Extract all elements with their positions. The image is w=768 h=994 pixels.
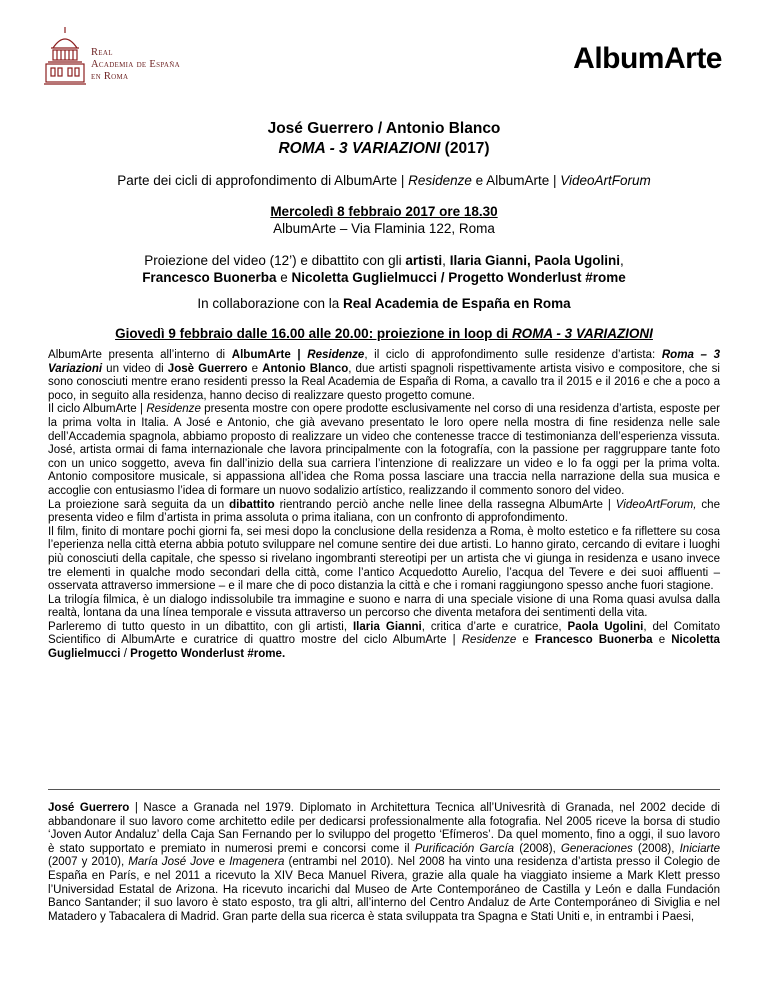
title-artists: José Guerrero / Antonio Blanco — [267, 120, 501, 137]
projection-prefix: Proiezione del video (12’) e dibattito con gli — [144, 253, 406, 268]
p6-text: Parleremo di tutto questo in un dibattito, con gli artisti, — [48, 620, 353, 633]
p1-bold: AlbumArte | — [231, 349, 308, 361]
cycle-subtitle — [0, 173, 768, 188]
p6-text: e — [652, 634, 672, 647]
loop-prefix: Giovedì 9 febbraio dalle 16.00 alle 20.00: proiezione in loop di — [115, 326, 512, 341]
academy-building-icon — [44, 26, 86, 88]
p3-videoartforum: VideoArtForum, — [615, 498, 697, 511]
body-paragraph-2 — [48, 403, 720, 498]
p2-residenze: Residenze — [146, 403, 201, 416]
p3-text: La proiezione sarà seguita da un — [48, 498, 230, 511]
bio-text: (2008), — [632, 842, 680, 855]
bio-paragraph — [48, 802, 720, 924]
rae-line-3: en Roma — [91, 71, 129, 82]
loop-screening — [0, 326, 768, 341]
rae-line-2: Academia de España — [91, 59, 180, 70]
bio-award: Generaciones — [560, 842, 633, 855]
p1-text: un video di — [102, 362, 168, 375]
p2-text: presenta mostre con opere prodotte esclusivamente nel corso di una residenza d’artista, esposte per la prima volta in Italia. A José e Antonio, che già avevano presentato le loro opere nella mostra di fine residenza nelle sale dell’Accademia spagnola, abbiamo proposto di realizzare un video che contenesse tracce di testimonianza dell’esperienza vissuta. José, artista ormai di fama internazionale che lavora principalmente con la fotografía, con la passione per raggruppare tante foto con un unico soggetto, aveva fin dall’inizio della sua carriera l’intenzione di realizzare un video e lo fa oggi per la prima volta. Antonio compositore musicale, si appassiona all’idea che Roma possa lasciare una traccia nella narrazione della sua musica e accoglie con entusiasmo l’idea di formare un nuovo sodalizio artístico, realizzando il commento sonoro del video. — [48, 403, 720, 497]
subtitle-residenze: Residenze — [408, 173, 472, 188]
event-place: AlbumArte – Via Flaminia 122, Roma — [273, 221, 495, 236]
projection-artists: artisti — [405, 253, 443, 268]
loop-title: ROMA - 3 VARIAZIONI — [511, 326, 653, 341]
bio-text: (2007 y 2010), — [48, 856, 129, 869]
bio-text: | Nasce a Granada nel 1979. Diplomato in Architettura Tecnica all’Univesrità di Granada, nel 2002 decide di abbandonare il suo lavoro come architetto edile per dedicarsi professionalmente alla fotografia. Nel 2005 riceve la borsa di studio ‘Joven Autor Andaluz’ della Caja San Fernando per lo sviluppo del progetto ‘Efímeros’. Da quel momento, fino a oggi, il suo lavoro è stato supportato e premiato in numerosi premi e concorsi come il — [48, 802, 720, 855]
bio-award: Iniciarte — [679, 842, 720, 855]
body-paragraph-1 — [48, 349, 720, 403]
p3-text: rientrando perciò anche nelle linee della rassegna AlbumArte | — [274, 498, 616, 511]
projection-guests: Ilaria Gianni, Paola Ugolini — [449, 253, 620, 268]
title-work — [0, 140, 768, 158]
p6-text: , critica d’arte e curatrice, — [421, 620, 568, 633]
bio-award: María José Jove — [128, 856, 215, 869]
p2-text: Il ciclo AlbumArte | — [48, 403, 147, 416]
projection-line-2 — [0, 270, 768, 285]
title-work-name: ROMA - 3 VARIAZIONI — [278, 140, 441, 157]
bio-award: Imagenera — [229, 856, 285, 869]
collaboration-line — [0, 296, 768, 311]
p1-text: , il ciclo di approfondimento sulle residenze d’artista: — [364, 349, 662, 361]
body-paragraph-4: Il film, finito di montare pochi giorni fa, sei mesi dopo la conclusione della residenza a Roma, è molto estetico e fa riflettere su cosa l’eperienza nella città eterna abbia potuto sviluppare nel comune sentire dei due artisti. Lo hanno girato, cercando di evitare i luoghi più conosciuti della capitale, che spesso si rivelano ingombranti stereotipi per un artista che vi giunga in residenza e usano invece tre elementi in qualche modo secondari della città, come l’antico Acquedotto Aurelio, l’acqua del Tevere e dei suoi affluenti – osservata attraverso immersione – e il mare che di poco distanzia la città e che i romani raggiungono spesso anche fuori stagione. — [48, 525, 720, 593]
title-year: (2017) — [440, 140, 490, 157]
p6-text: / — [120, 648, 131, 661]
subtitle-videoartforum: VideoArtForum — [560, 173, 651, 188]
body-text — [48, 349, 720, 662]
p6-gianni: Ilaria Gianni — [352, 620, 422, 633]
bio-text: (entrambi nel 2010). Nel 2008 ha vinto una residenza d’artista presso il Colegio de España en París, e nel 2011 a ricevuto la XIV Beca Manuel Rivera, grazie alla quale ha viaggiato insieme a Mark Klett presso l’Universidad Estatal de Arizona. Ha ricevuto incarichi dal Museo de Arte Contemporáneo de Castilla y León e dalla Fundación Banco Santander; il suo lavoro è stato esposto, tra gli altri, all’interno del Centro Andaluz de Arte Contemporáneo di Siviglia e nel Matadero y Tabacalera di Madrid. Gran parte della sua ricerca è stata sviluppata tra Spagna e Stati Uniti e, in entrambi i Paesi, — [48, 856, 720, 923]
p6-text: , del Comitato Scientifico di AlbumArte e curatrice di quattro mostre del ciclo AlbumArte | — [48, 620, 720, 647]
body-paragraph-5: La trilogía filmica, è un dialogo indissolubile tra immagine e suono e narra di una speciale visione di una Roma quasi avulsa dalla realtà, lontana da una línea temporale e vissuta attraverso un percorso che diventa metafora dei sentimenti della vita. — [48, 593, 720, 620]
p6-buonerba: Francesco Buonerba — [534, 634, 653, 647]
subtitle-prefix: Parte dei cicli di approfondimento di AlbumArte | — [117, 173, 409, 188]
p6-ugolini: Paola Ugolini — [567, 620, 644, 633]
p1-text: e — [247, 362, 263, 375]
bio-text: e — [214, 856, 230, 869]
real-academia-wordmark — [91, 47, 180, 83]
collab-prefix: In collaborazione con la — [197, 296, 343, 311]
section-divider — [48, 789, 720, 790]
p1-guerrero: Josè Guerrero — [167, 362, 248, 375]
guest-buonerba: Francesco Buonerba — [142, 270, 277, 285]
projection-and: e — [276, 270, 292, 285]
p6-residenze: Residenze — [461, 634, 517, 647]
bio-text: (2008), — [514, 842, 561, 855]
body-paragraph-3 — [48, 499, 720, 526]
p6-wonderlust: Progetto Wonderlust #rome. — [130, 648, 286, 661]
body-paragraph-6 — [48, 621, 720, 662]
p1-blanco: Antonio Blanco — [262, 362, 349, 375]
guest-guglielmucci: Nicoletta Guglielmucci / Progetto Wonderlust #rome — [291, 270, 626, 285]
p1-text: AlbumArte presenta all’interno di — [48, 349, 232, 361]
projection-comma: , — [619, 253, 624, 268]
p1-text: , due artisti spagnoli rispettivamente artista visivo e compositore, che si sono conosciuti mentre erano residenti presso la Real Academia de España di Roma, a cavallo tra il 2015 e il 2016 e che a poco a poco, in seguito alla residenza, hanno deciso di realizzare questo progetto comune. — [48, 362, 720, 402]
p6-guglielmucci: Nicoletta Guglielmucci — [48, 634, 720, 661]
bio-name: José Guerrero — [48, 802, 130, 814]
p1-title: Roma – 3 Variazioni — [48, 349, 721, 375]
guerrero-bio — [48, 802, 720, 924]
albumarte-logo: AlbumArte — [573, 42, 722, 75]
p3-dibattito: dibattito — [229, 498, 275, 511]
rae-line-1: Real — [91, 47, 113, 58]
event-date: Mercoledì 8 febbraio 2017 ore 18.30 — [270, 204, 498, 219]
p3-text: che presenta video e film d’artista in prima assoluta o prima italiana, con un confronto di approfondimento. — [48, 498, 720, 525]
projection-sep: , — [442, 253, 450, 268]
real-academia-logo — [44, 26, 214, 88]
subtitle-middle: e AlbumArte | — [471, 173, 561, 188]
collab-partner: Real Academia de España en Roma — [343, 296, 571, 311]
bio-award: Purificación García — [414, 842, 515, 855]
p6-text: e — [516, 634, 535, 647]
projection-line-1 — [0, 253, 768, 268]
p1-residenze: Residenze — [307, 349, 365, 361]
